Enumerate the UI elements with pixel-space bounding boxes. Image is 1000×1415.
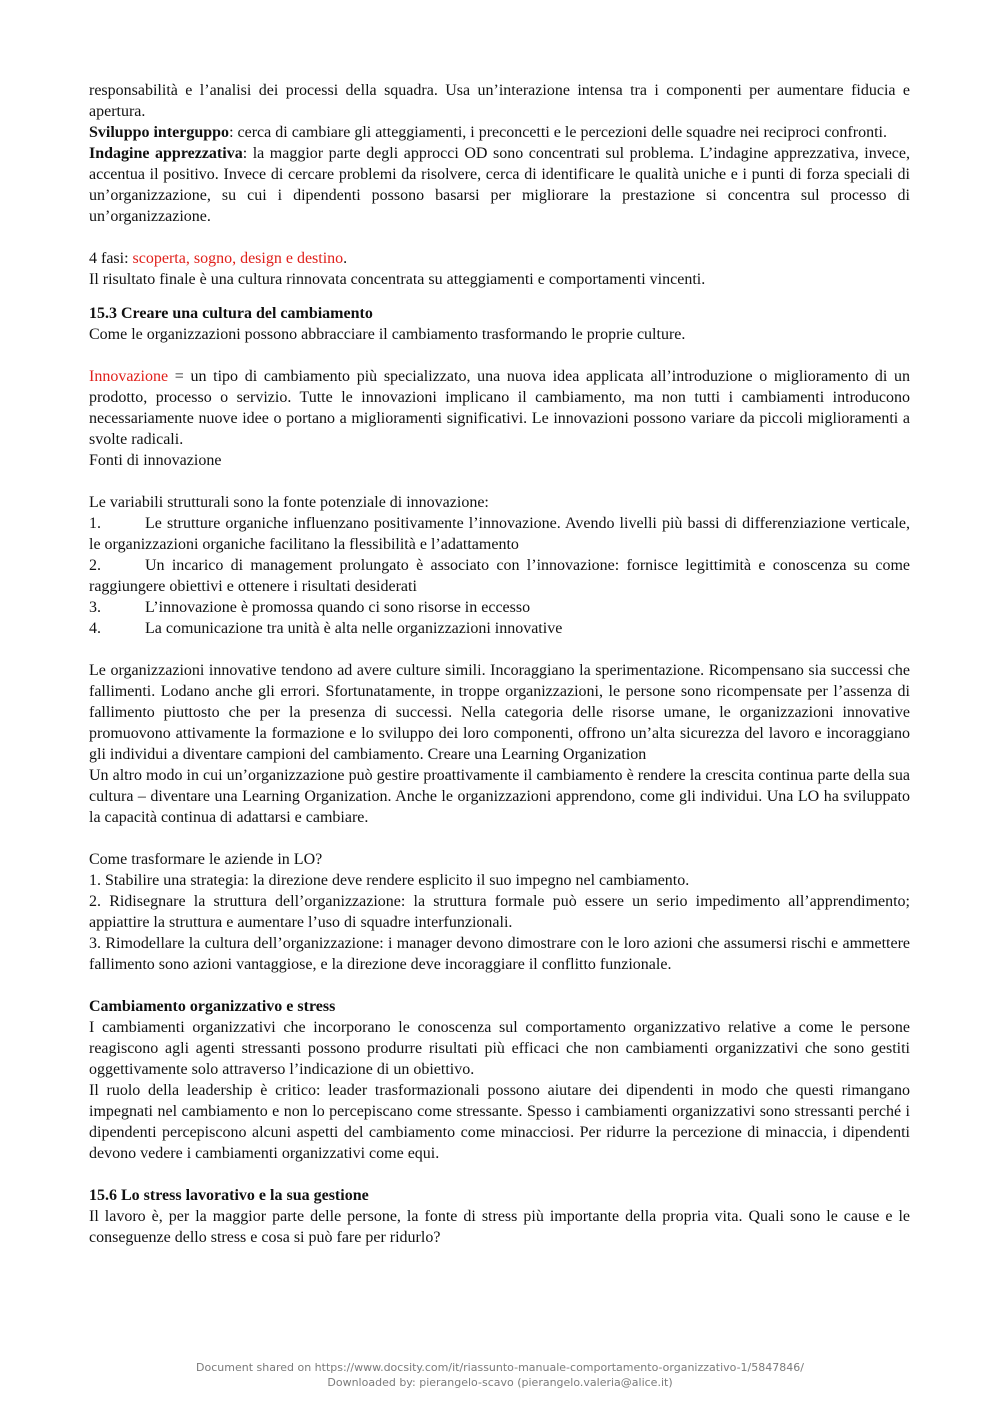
list-item: 2. Ridisegnare la struttura dell’organizzazione: la struttura formale può essere un serio impedimento all’apprendimento; appiattire la struttura e aumentare l’uso di squadre interfunzionali. — [89, 893, 910, 931]
paragraph-come-trasformare: Come trasformare le aziende in LO? — [89, 851, 323, 868]
paragraph-15-3-intro: Come le organizzazioni possono abbracciare il cambiamento trasformando le proprie culture. — [89, 326, 686, 343]
fasi-highlight: scoperta, sogno, design e destino — [132, 250, 344, 267]
footer-shared-link[interactable]: Document shared on https://www.docsity.com/it/riassunto-manuale-comportamento-organizzativo-1/5847846/ — [196, 1361, 804, 1374]
list-item: 1. Stabilire una strategia: la direzione deve rendere esplicito il suo impegno nel cambiamento. — [89, 872, 690, 889]
paragraph-variabili: Le variabili strutturali sono la fonte potenziale di innovazione: — [89, 494, 489, 511]
term-indagine-apprezzativa: Indagine apprezzativa — [89, 145, 243, 162]
page-footer — [0, 1360, 1000, 1390]
document-page — [89, 80, 910, 1248]
heading-15-3: 15.3 Creare una cultura del cambiamento — [89, 305, 373, 322]
paragraph-risultato: Il risultato finale è una cultura rinnovata concentrata su atteggiamenti e comportamenti vincenti. — [89, 271, 706, 288]
paragraph-culture-innovative: Le organizzazioni innovative tendono ad avere culture simili. Incoraggiano la sperimentazione. Ricompensano sia successi che fallimenti. Lodano anche gli errori. Sfortunatamente, in troppe organizzazioni, le persone sono ricompensate per l’assenza di fallimento piuttosto che per la presenza di successi. Nella categoria delle risorse umane, le organizzazioni innovative promuovono attivamente la formazione e lo sviluppo dei loro componenti, offrono un’alta sicurezza del lavoro e incoraggiano gli individui a diventare campioni del cambiamento. Creare una Learning Organization — [89, 662, 910, 763]
paragraph-indagine-apprezzativa: Indagine apprezzativa: la maggior parte degli approcci OD sono concentrati sul problema. L’indagine apprezzativa, invece, accentua il positivo. Invece di cercare problemi da risolvere, cerca di identificare le qualità uniche e i punti di forza speciali di un’organizzazione, su cui i dipendenti possono basarsi per migliorare la prestazione si concentra sul processo di un’organizzazione. — [89, 145, 911, 225]
heading-cambiamento-stress: Cambiamento organizzativo e stress — [89, 998, 336, 1015]
footer-downloaded-by: Downloaded by: pierangelo-scavo (pierangelo.valeria@alice.it) — [327, 1376, 673, 1389]
paragraph-team-building: responsabilità e l’analisi dei processi della squadra. Usa un’interazione intensa tra i componenti per aumentare fiducia e apertura. — [89, 82, 910, 120]
list-trasformare — [89, 870, 910, 975]
list-item: 3. Rimodellare la cultura dell’organizzazione: i manager devono dimostrare con le loro azioni che assumersi rischi e ammettere fallimento sono azioni vantaggiose, e la direzione deve incoraggiare il conflitto funzionale. — [89, 935, 910, 973]
list-item: 4. La comunicazione tra unità è alta nelle organizzazioni innovative — [89, 620, 563, 637]
paragraph-4-fasi: 4 fasi: scoperta, sogno, design e destino. — [89, 250, 348, 267]
paragraph-stress-1: I cambiamenti organizzativi che incorporano le conoscenza sul comportamento organizzativo relative a come le persone reagiscono agli agenti stressanti possono produrre risultati più efficaci che non cambiamenti organizzativi che sono gestiti oggettivamente solo attraverso l’indicazione di un obiettivo. — [89, 1019, 910, 1078]
list-item: 2. Un incarico di management prolungato è associato con l’innovazione: fornisce legittimità e conoscenza su come raggiungere obiettivi e ottenere i risultati desiderati — [89, 557, 910, 595]
list-item: 3. L’innovazione è promossa quando ci sono risorse in eccesso — [89, 599, 531, 616]
term-sviluppo-intergruppo: Sviluppo interguppo — [89, 124, 230, 141]
heading-15-6: 15.6 Lo stress lavorativo e la sua gestione — [89, 1187, 369, 1204]
paragraph-learning-organization: Un altro modo in cui un’organizzazione può gestire proattivamente il cambiamento è rendere la crescita continua parte della sua cultura – diventare una Learning Organization. Anche le organizzazioni apprendono, come gli individui. Una LO ha sviluppato la capacità continua di adattarsi e cambiare. — [89, 767, 910, 826]
term-innovazione: Innovazione — [89, 368, 169, 385]
paragraph-15-6: Il lavoro è, per la maggior parte delle persone, la fonte di stress più importante della propria vita. Quali sono le cause e le conseguenze dello stress e cosa si può fare per ridurlo? — [89, 1208, 910, 1246]
list-variabili — [89, 513, 910, 639]
paragraph-fonti: Fonti di innovazione — [89, 452, 222, 469]
paragraph-innovazione: Innovazione = un tipo di cambiamento più specializzato, una nuova idea applicata all’introduzione o miglioramento di un prodotto, processo o servizio. Tutte le innovazioni implicano il cambiamento, ma non tutti i cambiamenti introducono necessariamente nuove idee o portano a miglioramenti significativi. Le innovazioni possono variare da piccoli miglioramenti a svolte radicali. — [89, 368, 910, 448]
paragraph-stress-2: Il ruolo della leadership è critico: leader trasformazionali possono aiutare dei dipendenti in modo che questi rimangano impegnati nel cambiamento e non lo percepiscano come stressante. Spesso i cambiamenti organizzativi sono stressanti perché i dipendenti percepiscono alcuni aspetti del cambiamento come minacciosi. Per ridurre la percezione di minaccia, i dipendenti devono vedere i cambiamenti organizzativi come equi. — [89, 1082, 910, 1162]
paragraph-sviluppo-intergruppo: Sviluppo interguppo: cerca di cambiare gli atteggiamenti, i preconcetti e le percezioni delle squadre nei reciproci confronti. — [89, 124, 887, 141]
list-item: 1. Le strutture organiche influenzano positivamente l’innovazione. Avendo livelli più bassi di differenziazione verticale, le organizzazioni organiche facilitano la flessibilità e l’adattamento — [89, 515, 910, 553]
